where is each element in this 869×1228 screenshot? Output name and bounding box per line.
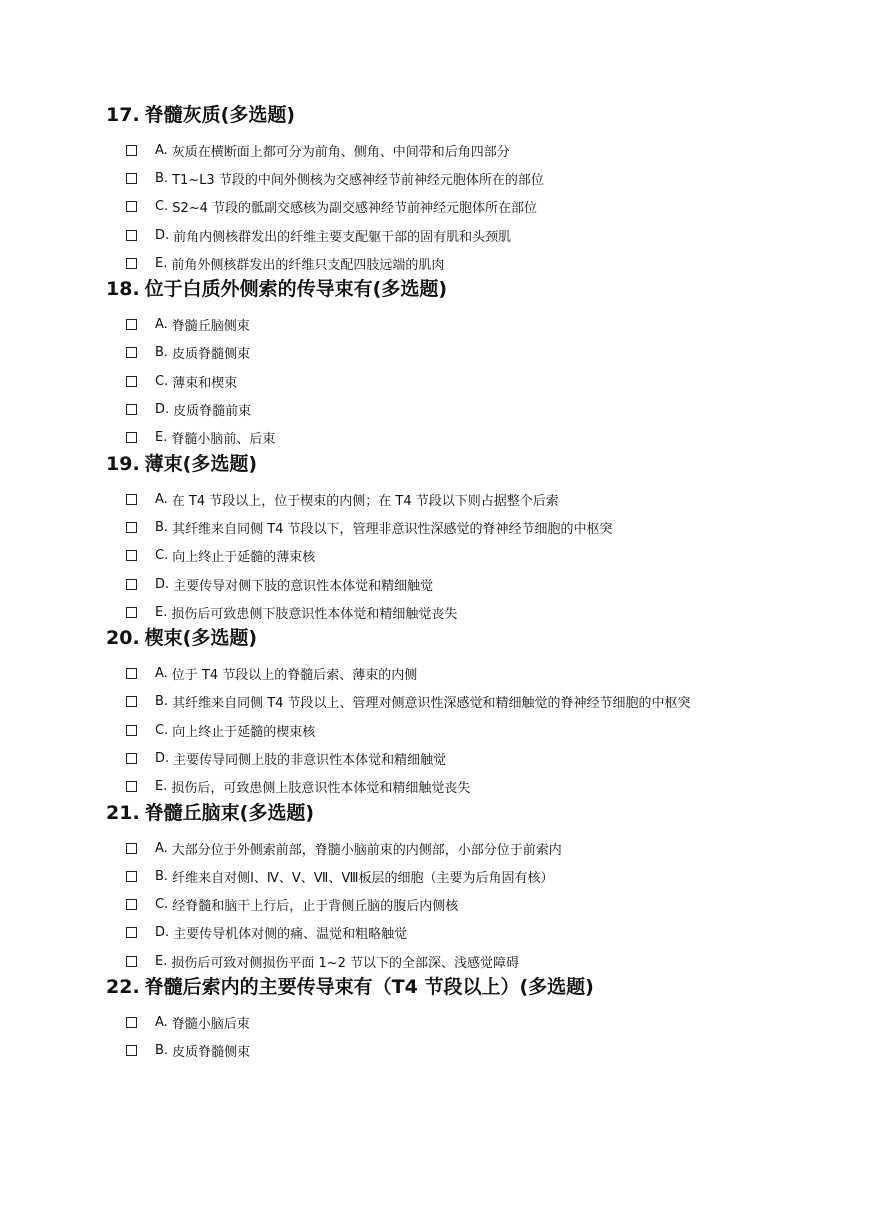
option-c[interactable] bbox=[106, 193, 826, 221]
option-text: S2~4 节段的骶副交感核为副交感神经节前神经元胞体所在部位 bbox=[172, 201, 538, 217]
question-number: 20. bbox=[106, 627, 140, 650]
option-text: 大部分位于外侧索前部，脊髓小脑前束的内侧部，小部分位于前索内 bbox=[171, 842, 562, 858]
option-list bbox=[106, 659, 826, 800]
option-e[interactable] bbox=[106, 773, 826, 801]
option-text: 损伤后，可致患侧上肢意识性本体觉和精细触觉丧失 bbox=[171, 781, 471, 797]
option-list bbox=[106, 834, 826, 975]
option-a[interactable] bbox=[106, 659, 826, 687]
option-a[interactable] bbox=[106, 834, 826, 862]
question-18 bbox=[106, 277, 826, 451]
checkbox-icon[interactable] bbox=[126, 927, 137, 938]
question-text: 薄束(多选题) bbox=[144, 452, 258, 475]
option-c[interactable] bbox=[106, 891, 826, 919]
option-letter: B. bbox=[155, 170, 169, 186]
checkbox-icon[interactable] bbox=[126, 696, 137, 707]
option-letter: A. bbox=[155, 666, 168, 682]
checkbox-icon[interactable] bbox=[126, 753, 137, 764]
option-c[interactable] bbox=[106, 367, 826, 395]
question-text: 楔束(多选题) bbox=[144, 627, 258, 650]
option-text: 向上终止于延髓的楔束核 bbox=[172, 724, 316, 740]
option-text: 经脊髓和脑干上行后，止于背侧丘脑的腹后内侧核 bbox=[172, 899, 459, 915]
option-text: 损伤后可致患侧下肢意识性本体觉和精细触觉丧失 bbox=[171, 606, 458, 622]
option-b[interactable] bbox=[106, 339, 826, 367]
option-letter: E. bbox=[155, 255, 168, 271]
checkbox-icon[interactable] bbox=[126, 319, 137, 330]
checkbox-icon[interactable] bbox=[126, 843, 137, 854]
checkbox-icon[interactable] bbox=[126, 781, 137, 792]
option-b[interactable] bbox=[106, 1037, 826, 1065]
option-text: 皮质脊髓侧束 bbox=[172, 1045, 251, 1061]
option-letter: E. bbox=[155, 604, 168, 620]
question-title bbox=[106, 452, 826, 476]
option-list bbox=[106, 310, 826, 451]
option-text: 脊髓小脑前、后束 bbox=[171, 432, 276, 448]
option-d[interactable] bbox=[106, 570, 826, 598]
option-c[interactable] bbox=[106, 716, 826, 744]
checkbox-icon[interactable] bbox=[126, 201, 137, 212]
option-letter: B. bbox=[155, 519, 169, 535]
option-text: 向上终止于延髓的薄束核 bbox=[172, 550, 316, 566]
question-21 bbox=[106, 801, 826, 975]
option-letter: C. bbox=[155, 722, 169, 738]
option-letter: A. bbox=[155, 840, 168, 856]
checkbox-icon[interactable] bbox=[126, 1017, 137, 1028]
option-letter: A. bbox=[155, 142, 168, 158]
checkbox-icon[interactable] bbox=[126, 579, 137, 590]
option-letter: A. bbox=[155, 317, 168, 333]
option-letter: A. bbox=[155, 491, 168, 507]
option-b[interactable] bbox=[106, 513, 826, 541]
option-letter: C. bbox=[155, 897, 169, 913]
option-list bbox=[106, 136, 826, 277]
option-letter: A. bbox=[155, 1015, 168, 1031]
option-letter: B. bbox=[155, 1043, 169, 1059]
checkbox-icon[interactable] bbox=[126, 173, 137, 184]
question-22 bbox=[106, 975, 826, 1065]
option-text: 灰质在横断面上都可分为前角、侧角、中间带和后角四部分 bbox=[171, 144, 510, 160]
option-letter: E. bbox=[155, 430, 168, 446]
checkbox-icon[interactable] bbox=[126, 1045, 137, 1056]
option-text: 前角外侧核群发出的纤维只支配四肢远端的肌肉 bbox=[171, 257, 445, 273]
checkbox-icon[interactable] bbox=[126, 956, 137, 967]
option-e[interactable] bbox=[106, 424, 826, 452]
question-number: 19. bbox=[106, 452, 140, 475]
checkbox-icon[interactable] bbox=[126, 347, 137, 358]
checkbox-icon[interactable] bbox=[126, 145, 137, 156]
option-letter: B. bbox=[155, 345, 169, 361]
option-e[interactable] bbox=[106, 598, 826, 626]
checkbox-icon[interactable] bbox=[126, 494, 137, 505]
option-b[interactable] bbox=[106, 862, 826, 890]
option-text: 位于 T4 节段以上的脊髓后索、薄束的内侧 bbox=[171, 668, 418, 684]
option-letter: C. bbox=[155, 199, 169, 215]
option-a[interactable] bbox=[106, 310, 826, 338]
option-text: 纤维来自对侧Ⅰ、Ⅳ、Ⅴ、Ⅶ、Ⅷ板层的细胞（主要为后角固有核） bbox=[172, 870, 554, 886]
option-text: 皮质脊髓侧束 bbox=[172, 347, 251, 363]
option-d[interactable] bbox=[106, 395, 826, 423]
question-text: 脊髓丘脑束(多选题) bbox=[144, 801, 315, 824]
option-text: 其纤维来自同侧 T4 节段以上、管理对侧意识性深感觉和精细触觉的脊神经节细胞的中枢突 bbox=[172, 696, 691, 712]
option-text: 主要传导对侧下肢的意识性本体觉和精细触觉 bbox=[173, 578, 434, 594]
option-text: 主要传导同侧上肢的非意识性本体觉和精细触觉 bbox=[173, 752, 447, 768]
checkbox-icon[interactable] bbox=[126, 376, 137, 387]
question-sheet bbox=[106, 103, 826, 1065]
option-list bbox=[106, 1008, 826, 1065]
question-title bbox=[106, 975, 826, 999]
option-text: 损伤后可致对侧损伤平面 1~2 节以下的全部深、浅感觉障碍 bbox=[171, 955, 520, 971]
option-text: 薄束和楔束 bbox=[172, 375, 238, 391]
checkbox-icon[interactable] bbox=[126, 668, 137, 679]
option-text: 前角内侧核群发出的纤维主要支配躯干部的固有肌和头颈肌 bbox=[173, 229, 512, 245]
option-c[interactable] bbox=[106, 542, 826, 570]
option-b[interactable] bbox=[106, 688, 826, 716]
option-letter: E. bbox=[155, 779, 168, 795]
checkbox-icon[interactable] bbox=[126, 230, 137, 241]
option-e[interactable] bbox=[106, 947, 826, 975]
question-title bbox=[106, 626, 826, 650]
option-a[interactable] bbox=[106, 485, 826, 513]
option-letter: B. bbox=[155, 868, 169, 884]
question-19 bbox=[106, 452, 826, 626]
option-letter: C. bbox=[155, 373, 169, 389]
question-text: 位于白质外侧索的传导束有(多选题) bbox=[144, 278, 448, 301]
checkbox-icon[interactable] bbox=[126, 404, 137, 415]
option-letter: D. bbox=[155, 227, 170, 243]
option-text: 皮质脊髓前束 bbox=[173, 404, 252, 420]
question-text: 脊髓后索内的主要传导束有（T4 节段以上）(多选题) bbox=[144, 976, 594, 999]
option-a[interactable] bbox=[106, 1008, 826, 1036]
option-d[interactable] bbox=[106, 221, 826, 249]
checkbox-icon[interactable] bbox=[126, 258, 137, 269]
checkbox-icon[interactable] bbox=[126, 550, 137, 561]
option-text: 主要传导机体对侧的痛、温觉和粗略触觉 bbox=[173, 927, 408, 943]
checkbox-icon[interactable] bbox=[126, 899, 137, 910]
option-letter: D. bbox=[155, 750, 170, 766]
option-d[interactable] bbox=[106, 919, 826, 947]
question-number: 18. bbox=[106, 278, 140, 301]
question-title bbox=[106, 277, 826, 301]
option-text: 在 T4 节段以上，位于楔束的内侧；在 T4 节段以下则占据整个后索 bbox=[171, 493, 559, 509]
option-letter: C. bbox=[155, 548, 169, 564]
question-number: 22. bbox=[106, 976, 140, 999]
checkbox-icon[interactable] bbox=[126, 725, 137, 736]
question-17 bbox=[106, 103, 826, 277]
question-20 bbox=[106, 626, 826, 800]
option-list bbox=[106, 485, 826, 626]
checkbox-icon[interactable] bbox=[126, 871, 137, 882]
option-d[interactable] bbox=[106, 744, 826, 772]
option-letter: B. bbox=[155, 694, 169, 710]
question-number: 21. bbox=[106, 801, 140, 824]
option-text: 脊髓小脑后束 bbox=[171, 1017, 250, 1033]
option-text: 脊髓丘脑侧束 bbox=[171, 319, 250, 335]
option-letter: D. bbox=[155, 576, 170, 592]
option-text: T1~L3 节段的中间外侧核为交感神经节前神经元胞体所在的部位 bbox=[172, 172, 544, 188]
checkbox-icon[interactable] bbox=[126, 522, 137, 533]
option-e[interactable] bbox=[106, 249, 826, 277]
checkbox-icon[interactable] bbox=[126, 607, 137, 618]
option-letter: D. bbox=[155, 925, 170, 941]
option-letter: E. bbox=[155, 953, 168, 969]
question-text: 脊髓灰质(多选题) bbox=[144, 104, 296, 126]
question-number: 17. bbox=[106, 104, 140, 126]
question-title bbox=[106, 801, 826, 825]
option-a[interactable] bbox=[106, 136, 826, 164]
option-letter: D. bbox=[155, 402, 170, 418]
option-text: 其纤维来自同侧 T4 节段以下，管理非意识性深感觉的脊神经节细胞的中枢突 bbox=[172, 521, 613, 537]
option-b[interactable] bbox=[106, 164, 826, 192]
checkbox-icon[interactable] bbox=[126, 432, 137, 443]
question-title bbox=[106, 103, 826, 127]
